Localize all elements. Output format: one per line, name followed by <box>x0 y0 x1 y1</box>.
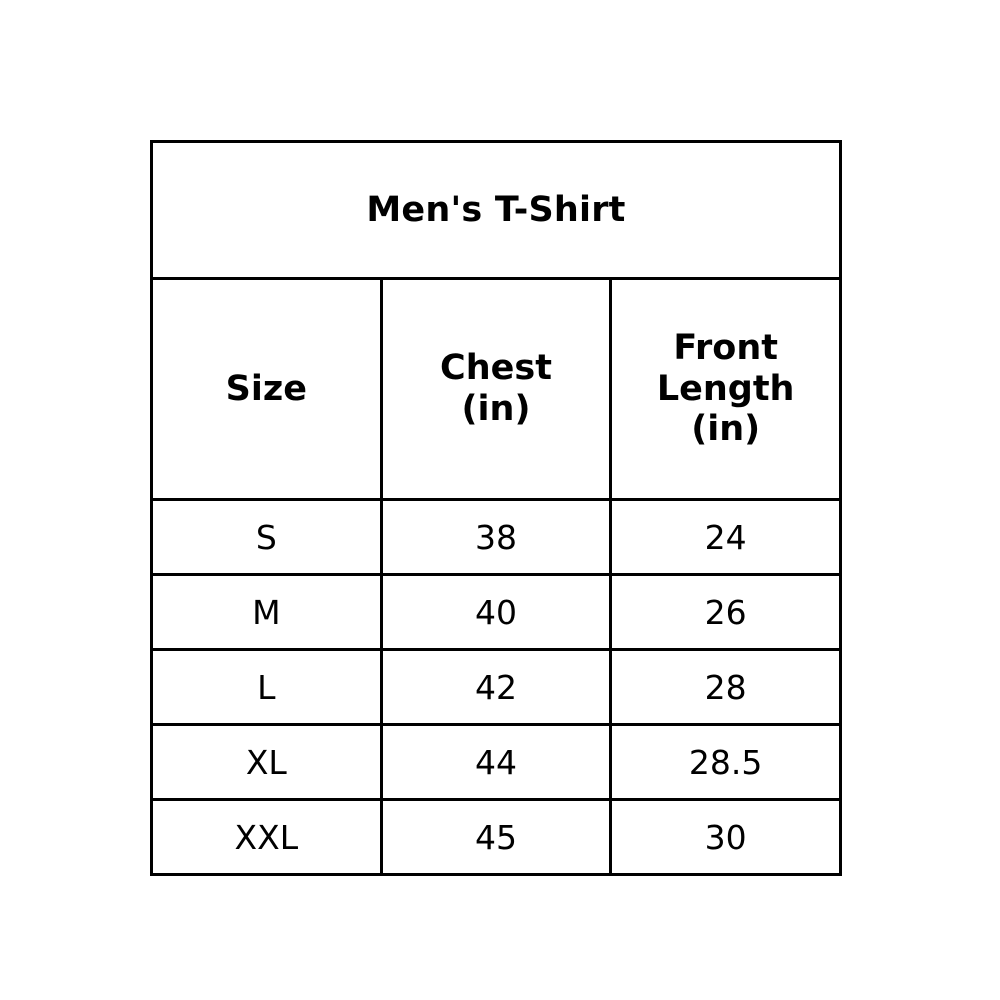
table-row <box>152 500 841 575</box>
cell-chest: 44 <box>381 725 611 800</box>
cell-chest: 45 <box>381 800 611 875</box>
table-row <box>152 575 841 650</box>
column-header-front-length-line-2: Length <box>656 368 795 409</box>
cell-front-length: 30 <box>611 800 841 875</box>
cell-size: XXL <box>152 800 382 875</box>
column-header-chest <box>381 279 611 500</box>
size-chart-table <box>150 140 842 876</box>
cell-size: XL <box>152 725 382 800</box>
column-header-size-line-1: Size <box>225 368 307 409</box>
cell-front-length: 24 <box>611 500 841 575</box>
cell-front-length: 28.5 <box>611 725 841 800</box>
cell-size: S <box>152 500 382 575</box>
column-header-front-length-line-1: Front <box>673 328 778 369</box>
cell-chest: 42 <box>381 650 611 725</box>
column-header-front-length <box>611 279 841 500</box>
table-header-row <box>152 279 841 500</box>
cell-size: L <box>152 650 382 725</box>
cell-chest: 38 <box>381 500 611 575</box>
column-header-chest-line-1: Chest <box>440 348 552 389</box>
table-title: Men's T-Shirt <box>152 142 841 279</box>
column-header-chest-line-2: (in) <box>461 389 531 429</box>
column-header-front-length-line-3: (in) <box>691 409 761 450</box>
table-row <box>152 725 841 800</box>
cell-size: M <box>152 575 382 650</box>
cell-chest: 40 <box>381 575 611 650</box>
table-row <box>152 650 841 725</box>
cell-front-length: 28 <box>611 650 841 725</box>
column-header-size <box>152 279 382 500</box>
cell-front-length: 26 <box>611 575 841 650</box>
table-row <box>152 800 841 875</box>
table-title-row <box>152 142 841 279</box>
